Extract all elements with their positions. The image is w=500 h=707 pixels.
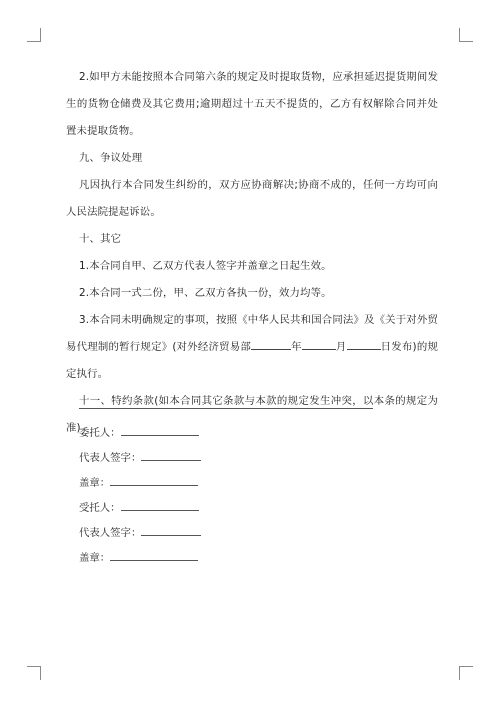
signature-blank	[110, 550, 198, 561]
signature-agent-seal	[79, 550, 198, 565]
signature-label: 盖章：	[79, 477, 111, 489]
crop-mark-bottom-left	[27, 666, 41, 680]
section-9-body	[66, 172, 438, 226]
text-line: 行。	[87, 368, 109, 380]
section-10-heading: 十、其它	[79, 233, 122, 245]
signature-blank	[121, 425, 199, 436]
signature-label: 代表人签字：	[79, 452, 142, 464]
section-10-item-2: 2.本合同一式二份，甲、乙双方各执一份，效力均等。	[79, 287, 332, 299]
section-11-heading: 十一、特约条款(如本合同其它条款与本款的规定发生冲突，以本条的规定为准)	[66, 395, 438, 434]
signature-label: 代表人签字：	[79, 527, 142, 539]
text-line: 法院提起诉讼。	[87, 206, 161, 218]
signature-label: 委托人：	[79, 427, 121, 439]
month-label: 月	[335, 341, 347, 353]
text-line: 凡因执行本合同发生纠纷的，双方应协商解决;协商不成的，任何一方均可向人民	[66, 179, 438, 218]
clause-8-item-2	[66, 64, 438, 145]
special-terms-blank-line	[79, 408, 373, 409]
signature-blank	[141, 525, 201, 536]
text-line: 货物。	[108, 125, 140, 137]
day-label: 日发布)的规定执	[66, 341, 438, 380]
text-line: 2.如甲方未能按照本合同第六条的规定及时提取货物，应承担延迟提货期间发生	[66, 71, 438, 110]
signature-label: 盖章：	[79, 552, 111, 564]
text-line: 3.本合同未明确规定的事项，按照《中华人民共和国合同法》及《关于对外贸易	[66, 314, 438, 353]
signature-principal-representative	[79, 450, 201, 465]
text-line: 代理制的暂行规定》(对外经济贸易部	[76, 341, 252, 353]
signature-agent-representative	[79, 525, 201, 540]
document-body	[66, 64, 438, 442]
signature-blank	[121, 500, 199, 511]
text-line: 的货物仓储费及其它费用;逾期超过十五天不提货的，乙方有权解除合同并处置未提取	[66, 98, 438, 137]
section-10-item-1: 1.本合同自甲、乙双方代表人签字并盖章之日起生效。	[79, 260, 332, 272]
month-blank	[302, 339, 336, 350]
day-blank	[347, 339, 381, 350]
crop-mark-top-left	[27, 28, 41, 42]
signature-blank	[141, 450, 201, 461]
signature-principal-seal	[79, 475, 198, 490]
signature-blank	[110, 475, 198, 486]
signature-principal	[79, 425, 199, 440]
signature-label: 受托人：	[79, 502, 121, 514]
section-10-item-3	[66, 307, 438, 388]
section-9-heading: 九、争议处理	[79, 152, 143, 164]
crop-mark-bottom-right	[459, 666, 473, 680]
crop-mark-top-right	[459, 28, 473, 42]
signature-agent	[79, 500, 199, 515]
year-blank	[251, 339, 291, 350]
year-label: 年	[291, 341, 302, 353]
